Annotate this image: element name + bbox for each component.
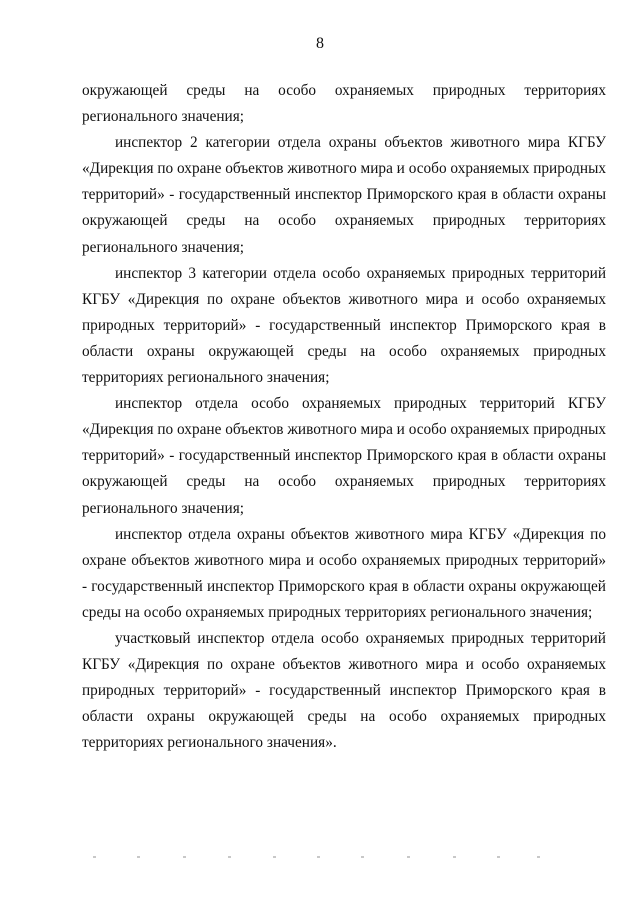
text-line: охране объектов животного мира и особо охраняемых природных территорий»	[82, 551, 606, 569]
paragraph	[82, 130, 606, 260]
text-line: области охраны окружающей среды на особо охраняемых природных	[82, 342, 606, 360]
paragraph	[82, 78, 606, 130]
paragraph	[82, 391, 606, 521]
scan-artifact-marks	[85, 856, 545, 860]
text-line: инспектор отдела охраны объектов животного мира КГБУ «Дирекция по	[115, 525, 606, 543]
text-line: КГБУ «Дирекция по охране объектов животного мира и особо охраняемых	[82, 290, 606, 308]
text-line: территориях регионального значения;	[82, 369, 330, 387]
text-line: природных территорий» - государственный инспектор Приморского края в	[82, 316, 606, 334]
text-line: окружающей среды на особо охраняемых природных территориях	[82, 473, 606, 491]
text-line: «Дирекция по охране объектов животного мира и особо охраняемых природных	[82, 160, 606, 178]
text-line: «Дирекция по охране объектов животного мира и особо охраняемых природных	[82, 421, 606, 439]
text-line: инспектор 3 категории отдела особо охраняемых природных территорий	[115, 264, 606, 282]
text-line: КГБУ «Дирекция по охране объектов животного мира и особо охраняемых	[82, 656, 606, 674]
text-line: территорий» - государственный инспектор Приморского края в области охраны	[82, 186, 606, 204]
text-line: природных территорий» - государственный инспектор Приморского края в	[82, 682, 606, 700]
text-line: - государственный инспектор Приморского края в области охраны окружающей	[82, 577, 606, 595]
text-line: области охраны окружающей среды на особо охраняемых природных	[82, 708, 606, 726]
text-line: регионального значения;	[82, 108, 245, 126]
text-line: территориях регионального значения».	[82, 734, 337, 752]
text-line: окружающей среды на особо охраняемых природных территориях	[82, 212, 606, 230]
document-body	[82, 78, 606, 756]
text-line: регионального значения;	[82, 238, 245, 256]
page-number: 8	[316, 35, 324, 52]
text-line: инспектор отдела особо охраняемых природных территорий КГБУ	[115, 395, 606, 413]
paragraph	[82, 522, 606, 626]
text-line: окружающей среды на особо охраняемых природных территориях	[82, 82, 606, 99]
text-line: среды на особо охраняемых природных территориях регионального значения;	[82, 603, 593, 621]
text-line: участковый инспектор отдела особо охраняемых природных территорий	[115, 629, 606, 647]
paragraph	[82, 261, 606, 391]
text-line: территорий» - государственный инспектор Приморского края в области охраны	[82, 447, 606, 465]
text-line: регионального значения;	[82, 499, 245, 517]
paragraph	[82, 626, 606, 756]
text-line: инспектор 2 категории отдела охраны объектов животного мира КГБУ	[115, 134, 606, 152]
